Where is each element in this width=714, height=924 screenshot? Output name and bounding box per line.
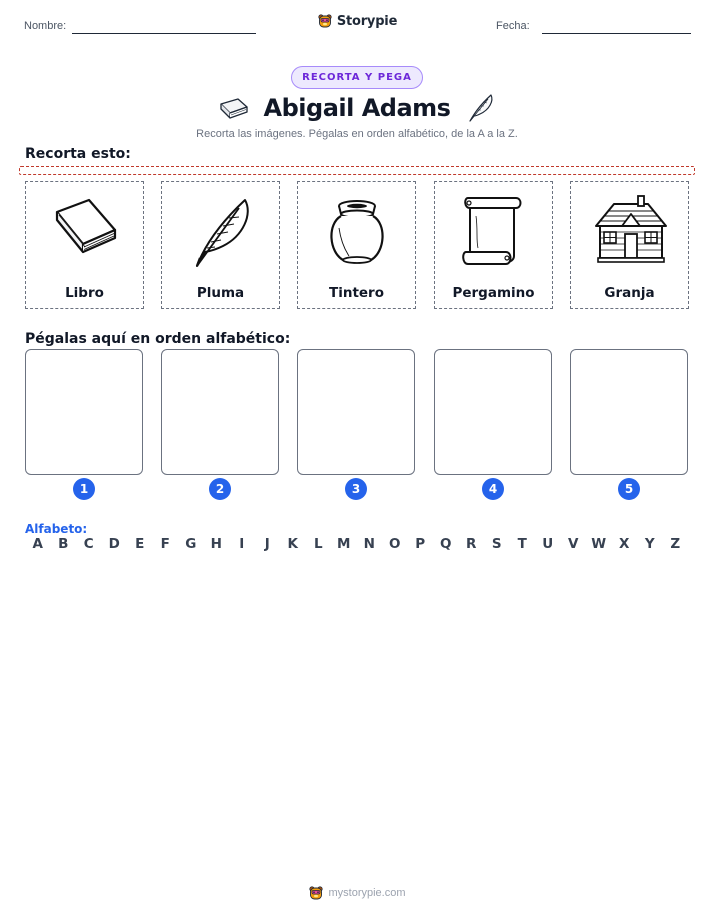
inkwell-icon [317,190,397,270]
footer [0,885,714,901]
footer-site[interactable]: mystorypie.com [328,887,406,899]
alphabet-letter: Y [644,536,655,552]
paste-box-2[interactable] [161,349,279,475]
paste-box-4[interactable] [434,349,552,475]
page-title: Abigail Adams [263,94,451,122]
alphabet-letter: H [210,536,222,552]
number-badge-3: 3 [345,478,367,500]
alphabet-letter: G [185,536,197,552]
brand-logo [0,13,714,29]
card-word: Pluma [196,285,245,301]
alphabet-letter: N [363,536,375,552]
bear-mascot-icon [317,13,333,29]
number-badge-5: 5 [618,478,640,500]
alphabet-letter: D [108,536,120,552]
card-word: Granja [604,285,655,301]
number-badge-1: 1 [73,478,95,500]
alphabet-letter: L [313,536,323,552]
number-badge-4: 4 [482,478,504,500]
alphabet-letter: Q [440,536,452,552]
card-word: Tintero [329,285,384,301]
cut-card-libro[interactable] [25,181,144,309]
card-word: Libro [65,285,104,301]
title-row [0,90,714,126]
alphabet-letter: Z [670,536,681,552]
alphabet-letter: R [466,536,477,552]
paste-heading: Pégalas aquí en orden alfabético: [25,331,291,347]
alphabet-letter: C [83,536,94,552]
alphabet-letter: X [619,536,630,552]
brand-name: Storypie [336,13,398,29]
alphabet-title: Alfabeto: [25,522,88,536]
cut-card-pluma[interactable] [161,181,280,309]
alphabet-letter: P [415,536,426,552]
book-icon [216,92,252,124]
cut-heading: Recorta esto: [25,146,131,162]
cut-card-tintero[interactable] [297,181,416,309]
date-line [542,33,691,34]
number-badge-2: 2 [209,478,231,500]
alphabet-letter: U [542,536,554,552]
name-line [72,33,256,34]
date-label: Fecha: [496,20,530,32]
instructions: Recorta las imágenes. Pégalas en orden alfabético, de la A a la Z. [196,128,518,140]
alphabet-letter: J [264,536,270,552]
alphabet-letter: E [135,536,145,552]
bear-mascot-icon [308,885,324,901]
activity-badge: RECORTA Y PEGA [291,66,423,89]
quill-icon [181,190,261,270]
alphabet-letter: S [491,536,502,552]
scroll-icon [454,190,534,270]
alphabet-letter: O [389,536,401,552]
alphabet-row [25,536,688,552]
alphabet-letter: F [160,536,170,552]
book-icon [45,190,125,270]
name-label: Nombre: [24,20,67,32]
alphabet-letter: V [568,536,579,552]
cut-dashed-line [19,166,695,175]
badge-wrapper [0,66,714,89]
alphabet-letter: I [239,536,245,552]
alphabet-letter: A [32,536,43,552]
alphabet-letter: K [287,536,298,552]
card-word: Pergamino [452,285,535,301]
alphabet-letter: W [591,536,607,552]
farmhouse-icon [590,190,670,270]
alphabet-letter: T [517,536,527,552]
cut-card-granja[interactable] [570,181,689,309]
quill-icon [462,92,498,124]
alphabet-letter: M [337,536,351,552]
cut-card-pergamino[interactable] [434,181,553,309]
paste-box-5[interactable] [570,349,688,475]
alphabet-letter: B [58,536,69,552]
paste-box-1[interactable] [25,349,143,475]
paste-box-3[interactable] [297,349,415,475]
